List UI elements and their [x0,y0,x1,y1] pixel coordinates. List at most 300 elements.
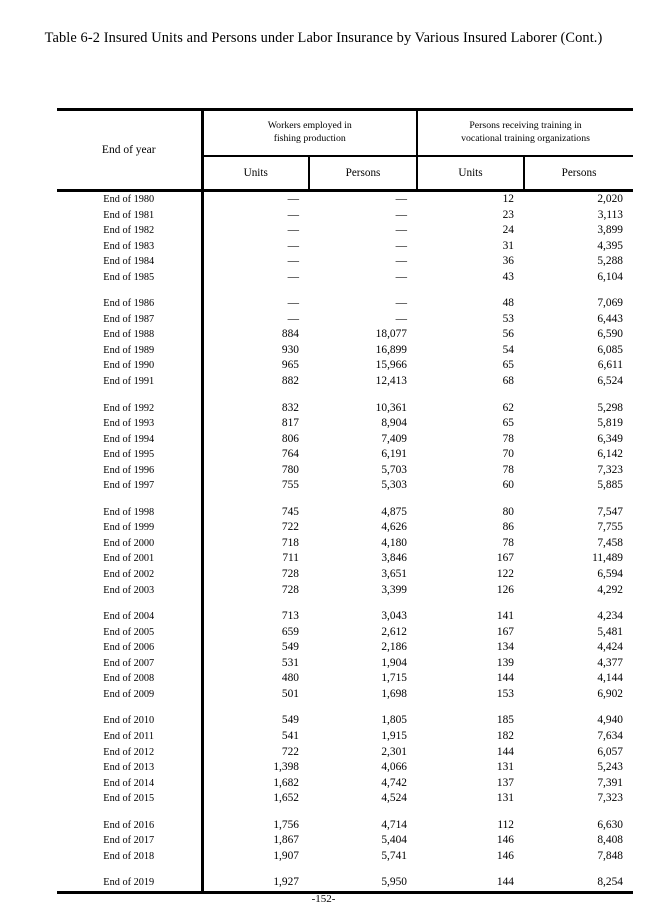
table-head [57,111,633,189]
row-label-end-of-year: End of 1985 [57,270,202,286]
cell-training-persons: 7,547 [597,505,623,518]
spacer-cell [309,864,417,875]
cell-training-persons: 7,848 [597,849,623,862]
table-body [57,192,633,891]
row-label-end-of-year: End of 2013 [57,760,202,776]
cell-training-persons: 5,298 [597,401,623,414]
cell-training-units: 141 [496,610,514,623]
cell-training-persons: 6,902 [597,687,623,700]
cell-fishing-units: 501 [281,687,299,700]
table-row [57,239,633,255]
cell-training-persons: 6,611 [597,359,623,372]
row-label-end-of-year: End of 2009 [57,687,202,703]
cell-fishing-persons: 10,361 [375,401,407,414]
cell-training-persons: 5,243 [597,761,623,774]
cell-fishing-persons: 1,715 [381,672,407,685]
spacer-cell [57,390,202,401]
cell-training-units: 48 [502,297,514,310]
column-group-header-fishing [202,111,417,156]
cell-fishing-persons: 12,413 [375,375,407,388]
row-label-end-of-year: End of 2016 [57,818,202,834]
cell-training-units: 68 [502,375,514,388]
cell-fishing-units: 659 [281,625,299,638]
cell-training-units: 144 [496,672,514,685]
spacer-cell [417,598,524,609]
row-label-end-of-year: End of 2002 [57,567,202,583]
spacer-cell [524,807,633,818]
cell-training-persons: 3,113 [597,208,623,221]
spacer-cell [57,598,202,609]
cell-fishing-persons: 3,651 [381,568,407,581]
page-title: Table 6-2 Insured Units and Persons under Labor Insurance by Various Insured Laborer (Cont.) [44,30,603,46]
cell-fishing-units: — [287,193,299,205]
cell-training-persons: 5,288 [597,255,623,268]
spacer-cell [309,807,417,818]
table-row [57,818,633,834]
table-row [57,583,633,599]
cell-training-persons: 5,481 [597,625,623,638]
table-row [57,551,633,567]
table-row [57,687,633,703]
row-group-spacer [57,390,633,401]
cell-fishing-persons: 4,875 [381,505,407,518]
cell-training-persons: 6,443 [597,312,623,325]
cell-training-units: 144 [496,876,514,889]
row-label-end-of-year: End of 1984 [57,254,202,270]
cell-fishing-persons: 7,409 [381,432,407,445]
row-label-end-of-year: End of 2014 [57,776,202,792]
cell-training-units: 56 [502,328,514,341]
cell-training-units: 60 [502,479,514,492]
column-header-training-persons: Persons [561,167,597,179]
spacer-cell [202,285,309,296]
spacer-cell [417,285,524,296]
row-label-end-of-year: End of 1996 [57,463,202,479]
cell-fishing-units: 718 [281,536,299,549]
cell-training-units: 137 [496,776,514,789]
cell-training-persons: 4,395 [597,239,623,252]
cell-training-units: 78 [502,536,514,549]
spacer-cell [309,702,417,713]
row-label-end-of-year: End of 1987 [57,312,202,328]
table-row [57,609,633,625]
cell-fishing-persons: 6,191 [381,448,407,461]
cell-fishing-units: 884 [281,328,299,341]
group-header-training-line1: Persons receiving training in [469,120,582,132]
cell-fishing-persons: 3,846 [381,552,407,565]
cell-training-units: 126 [496,583,514,596]
cell-training-persons: 6,085 [597,343,623,356]
cell-fishing-units: 764 [281,448,299,461]
table-row [57,358,633,374]
insured-units-table [57,111,633,189]
table-row [57,671,633,687]
cell-fishing-persons: — [395,312,407,325]
table-row [57,223,633,239]
row-label-end-of-year: End of 1999 [57,520,202,536]
cell-training-units: 65 [502,417,514,430]
row-label-end-of-year: End of 2007 [57,656,202,672]
cell-training-units: 182 [496,729,514,742]
row-group-spacer [57,285,633,296]
row-label-end-of-year: End of 2004 [57,609,202,625]
table-row [57,745,633,761]
cell-fishing-units: — [287,239,299,252]
cell-fishing-persons: 1,805 [381,714,407,727]
table-row [57,478,633,494]
cell-training-persons: 7,323 [597,463,623,476]
cell-fishing-units: 806 [281,432,299,445]
row-label-end-of-year: End of 2006 [57,640,202,656]
spacer-cell [309,494,417,505]
row-group-spacer [57,702,633,713]
row-label-end-of-year: End of 1986 [57,296,202,312]
group-header-fishing-line2: fishing production [273,133,346,144]
row-label-end-of-year: End of 2018 [57,849,202,865]
row-label-end-of-year: End of 2015 [57,791,202,807]
cell-fishing-units: 728 [281,583,299,596]
cell-training-units: 167 [496,625,514,638]
table-row [57,296,633,312]
cell-training-units: 31 [502,239,514,252]
spacer-cell [309,285,417,296]
cell-training-persons: 6,349 [597,432,623,445]
table-row [57,463,633,479]
cell-fishing-persons: — [395,270,407,283]
cell-fishing-units: 549 [281,714,299,727]
cell-fishing-units: 930 [281,343,299,356]
cell-fishing-units: 780 [281,463,299,476]
cell-fishing-units: 1,682 [273,776,299,789]
row-label-end-of-year: End of 1995 [57,447,202,463]
cell-fishing-persons: 4,180 [381,536,407,549]
row-label-end-of-year: End of 2019 [57,875,202,891]
cell-fishing-units: 541 [281,729,299,742]
cell-fishing-units: 711 [282,552,299,565]
cell-training-persons: 6,524 [597,375,623,388]
spacer-cell [524,598,633,609]
cell-fishing-units: — [287,208,299,221]
row-label-end-of-year: End of 1982 [57,223,202,239]
cell-training-units: 134 [496,641,514,654]
table-row [57,254,633,270]
cell-fishing-units: 1,398 [273,761,299,774]
table-row [57,536,633,552]
cell-training-persons: 11,489 [592,552,623,565]
table-row [57,729,633,745]
cell-training-units: 185 [496,714,514,727]
spacer-cell [202,598,309,609]
spacer-cell [57,807,202,818]
cell-fishing-persons: 2,301 [381,745,407,758]
cell-training-persons: 7,323 [597,792,623,805]
spacer-cell [524,390,633,401]
cell-training-units: 80 [502,505,514,518]
table-row [57,343,633,359]
cell-fishing-persons: — [395,239,407,252]
table-row [57,432,633,448]
cell-fishing-units: 722 [281,745,299,758]
cell-fishing-persons: 1,915 [381,729,407,742]
cell-fishing-units: 1,867 [273,834,299,847]
row-group-spacer [57,864,633,875]
cell-training-units: 53 [502,312,514,325]
table-row [57,833,633,849]
spacer-cell [524,285,633,296]
table-row [57,192,633,208]
row-label-end-of-year: End of 2011 [57,729,202,745]
cell-training-persons: 4,144 [597,672,623,685]
table-row [57,791,633,807]
row-label-end-of-year: End of 2001 [57,551,202,567]
spacer-cell [309,598,417,609]
table-row [57,505,633,521]
spacer-cell [202,702,309,713]
cell-training-units: 36 [502,255,514,268]
spacer-cell [202,864,309,875]
table-row [57,849,633,865]
column-header-end-of-year: End of year [57,111,202,189]
cell-fishing-persons: 5,303 [381,479,407,492]
row-label-end-of-year: End of 2008 [57,671,202,687]
row-label-end-of-year: End of 2017 [57,833,202,849]
row-label-end-of-year: End of 1993 [57,416,202,432]
cell-training-persons: 6,057 [597,745,623,758]
cell-training-units: 146 [496,834,514,847]
table-row [57,640,633,656]
cell-training-units: 78 [502,432,514,445]
cell-training-persons: 6,630 [597,818,623,831]
cell-training-persons: 8,408 [597,834,623,847]
table-row [57,625,633,641]
row-label-end-of-year: End of 1981 [57,208,202,224]
table-row [57,416,633,432]
cell-training-units: 78 [502,463,514,476]
spacer-cell [524,702,633,713]
table-row [57,875,633,891]
cell-fishing-persons: 5,950 [381,876,407,889]
cell-fishing-units: 713 [281,610,299,623]
cell-fishing-persons: — [395,193,407,205]
cell-fishing-units: 531 [281,656,299,669]
cell-training-units: 139 [496,656,514,669]
cell-fishing-persons: 5,404 [381,834,407,847]
cell-fishing-units: 480 [281,672,299,685]
row-label-end-of-year: End of 1990 [57,358,202,374]
cell-training-units: 54 [502,343,514,356]
spacer-cell [417,702,524,713]
cell-training-persons: 2,020 [597,193,623,205]
row-group-spacer [57,807,633,818]
group-header-fishing-line1: Workers employed in [267,120,352,132]
cell-training-persons: 7,458 [597,536,623,549]
cell-training-units: 43 [502,270,514,283]
table-row [57,208,633,224]
column-header-training-units: Units [417,156,524,189]
table-row [57,760,633,776]
spacer-cell [309,390,417,401]
spacer-cell [417,807,524,818]
spacer-cell [57,494,202,505]
cell-training-persons: 6,142 [597,448,623,461]
cell-training-units: 12 [502,193,514,205]
row-label-end-of-year: End of 1994 [57,432,202,448]
header-row-group [57,111,633,156]
cell-training-persons: 4,292 [597,583,623,596]
cell-fishing-persons: — [395,297,407,310]
insured-units-table-body [57,192,635,891]
cell-fishing-persons: 4,066 [381,761,407,774]
cell-training-persons: 7,391 [597,776,623,789]
cell-fishing-units: 817 [281,417,299,430]
cell-training-persons: 6,590 [597,328,623,341]
cell-fishing-units: 745 [281,505,299,518]
table-row [57,656,633,672]
cell-fishing-units: 755 [281,479,299,492]
cell-fishing-persons: 5,703 [381,463,407,476]
cell-training-persons: 4,424 [597,641,623,654]
cell-fishing-persons: 4,742 [381,776,407,789]
cell-fishing-units: 965 [281,359,299,372]
cell-training-units: 144 [496,745,514,758]
cell-fishing-persons: — [395,224,407,237]
cell-training-persons: 7,069 [597,297,623,310]
cell-training-units: 167 [496,552,514,565]
cell-training-persons: 3,899 [597,224,623,237]
row-label-end-of-year: End of 2003 [57,583,202,599]
row-label-end-of-year: End of 1989 [57,343,202,359]
spacer-cell [417,494,524,505]
cell-training-units: 70 [502,448,514,461]
cell-training-units: 23 [502,208,514,221]
cell-training-units: 86 [502,521,514,534]
row-label-end-of-year: End of 2000 [57,536,202,552]
cell-fishing-persons: 4,524 [381,792,407,805]
cell-fishing-persons: — [395,208,407,221]
cell-fishing-persons: 1,698 [381,687,407,700]
table-row [57,447,633,463]
table-row [57,312,633,328]
row-group-spacer [57,494,633,505]
cell-training-persons: 5,885 [597,479,623,492]
cell-training-persons: 4,940 [597,714,623,727]
cell-fishing-persons: 3,399 [381,583,407,596]
spacer-cell [524,864,633,875]
spacer-cell [202,494,309,505]
cell-training-units: 62 [502,401,514,414]
cell-fishing-units: 1,756 [273,818,299,831]
group-header-training-line2: vocational training organizations [461,133,590,144]
column-header-fishing-units: Units [202,156,309,189]
table-row [57,567,633,583]
cell-fishing-units: 728 [281,568,299,581]
cell-training-units: 122 [496,568,514,581]
cell-fishing-persons: 16,899 [375,343,407,356]
cell-fishing-units: — [287,270,299,283]
cell-fishing-units: 1,907 [273,849,299,862]
row-label-end-of-year: End of 2010 [57,713,202,729]
cell-training-persons: 7,755 [597,521,623,534]
cell-training-units: 153 [496,687,514,700]
spacer-cell [57,285,202,296]
spacer-cell [417,390,524,401]
cell-fishing-units: 722 [281,521,299,534]
table-row [57,374,633,390]
cell-fishing-units: 549 [281,641,299,654]
row-label-end-of-year: End of 1992 [57,401,202,417]
row-label-end-of-year: End of 1991 [57,374,202,390]
cell-fishing-persons: 5,741 [381,849,407,862]
column-group-header-training [417,111,633,156]
table-row [57,270,633,286]
table-row [57,713,633,729]
spacer-cell [202,390,309,401]
cell-fishing-units: 1,652 [273,792,299,805]
spacer-cell [202,807,309,818]
cell-fishing-persons: 3,043 [381,610,407,623]
cell-training-persons: 5,819 [597,417,623,430]
page-number: -152- [311,893,336,905]
cell-fishing-persons: 15,966 [375,359,407,372]
cell-training-persons: 7,634 [597,729,623,742]
cell-fishing-persons: 1,904 [381,656,407,669]
statistics-table [57,108,633,894]
cell-training-persons: 4,377 [597,656,623,669]
row-label-end-of-year: End of 1980 [57,192,202,208]
cell-training-units: 65 [502,359,514,372]
cell-fishing-units: 882 [281,375,299,388]
row-label-end-of-year: End of 2005 [57,625,202,641]
cell-fishing-persons: — [395,255,407,268]
spacer-cell [57,864,202,875]
cell-fishing-persons: 4,626 [381,521,407,534]
cell-training-units: 146 [496,849,514,862]
table-row [57,401,633,417]
cell-training-units: 131 [496,792,514,805]
row-group-spacer [57,598,633,609]
spacer-cell [417,864,524,875]
table-row [57,520,633,536]
row-label-end-of-year: End of 2012 [57,745,202,761]
cell-fishing-persons: 8,904 [381,417,407,430]
row-label-end-of-year: End of 1998 [57,505,202,521]
cell-training-units: 112 [497,818,514,831]
cell-fishing-units: 1,927 [273,876,299,889]
cell-fishing-persons: 4,714 [381,818,407,831]
cell-training-persons: 8,254 [597,876,623,889]
cell-fishing-persons: 2,186 [381,641,407,654]
cell-fishing-units: — [287,224,299,237]
cell-fishing-units: 832 [281,401,299,414]
column-header-fishing-persons: Persons [309,156,417,189]
cell-training-persons: 4,234 [597,610,623,623]
cell-fishing-persons: 2,612 [381,625,407,638]
cell-training-units: 24 [502,224,514,237]
cell-training-persons: 6,594 [597,568,623,581]
cell-fishing-units: — [287,297,299,310]
cell-fishing-units: — [287,312,299,325]
table-row [57,776,633,792]
cell-training-persons: 6,104 [597,270,623,283]
row-label-end-of-year: End of 1983 [57,239,202,255]
spacer-cell [524,494,633,505]
table-row [57,327,633,343]
row-label-end-of-year: End of 1988 [57,327,202,343]
spacer-cell [57,702,202,713]
cell-training-units: 131 [496,761,514,774]
cell-fishing-persons: 18,077 [375,328,407,341]
row-label-end-of-year: End of 1997 [57,478,202,494]
